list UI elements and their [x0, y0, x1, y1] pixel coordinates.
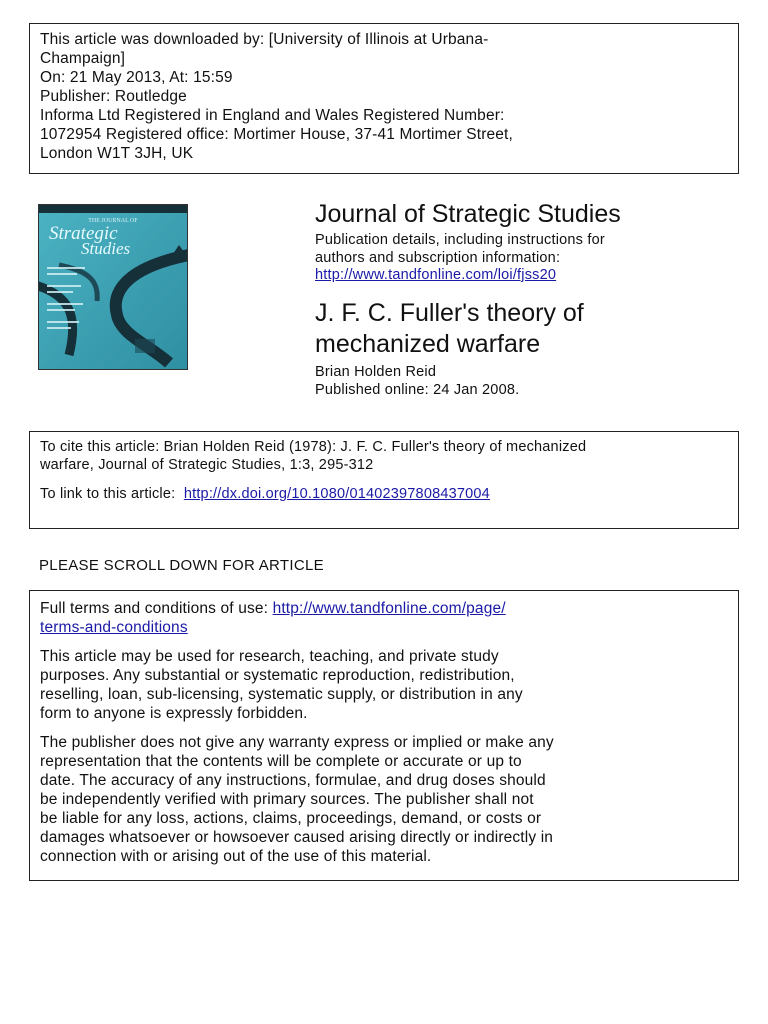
terms-box: [29, 590, 739, 881]
download-notice-line: Champaign]: [40, 50, 126, 67]
published-date: Published online: 24 Jan 2008.: [315, 382, 520, 398]
usage-line: form to anyone is expressly forbidden.: [40, 705, 308, 722]
usage-line: reselling, loan, sub-licensing, systematic supply, or distribution in any: [40, 686, 523, 703]
publication-details: [315, 232, 605, 285]
download-notice-line: Publisher: Routledge: [40, 88, 187, 105]
terms-intro-row: [40, 599, 728, 618]
download-notice-box: [29, 23, 739, 174]
cover-line2: Strategic: [49, 223, 118, 244]
citation-line: warfare, Journal of Strategic Studies, 1:3, 295-312: [40, 457, 374, 473]
download-notice-line: 1072954 Registered office: Mortimer House, 37-41 Mortimer Street,: [40, 126, 513, 143]
journal-url-link[interactable]: http://www.tandfonline.com/loi/fjss20: [315, 267, 557, 283]
disclaimer-paragraph: [40, 733, 728, 866]
usage-line: This article may be used for research, teaching, and private study: [40, 648, 499, 665]
download-notice-line: Informa Ltd Registered in England and Wales Registered Number:: [40, 107, 505, 124]
disclaimer-line: date. The accuracy of any instructions, formulae, and drug doses should: [40, 772, 546, 789]
usage-line: purposes. Any substantial or systematic reproduction, redistribution,: [40, 667, 515, 684]
download-notice-line: On: 21 May 2013, At: 15:59: [40, 69, 233, 86]
download-notice-line: London W1T 3JH, UK: [40, 145, 194, 162]
article-title-line: mechanized warfare: [315, 330, 541, 358]
journal-cover-image: [38, 204, 188, 370]
citation-box: [29, 431, 739, 529]
journal-title: Journal of Strategic Studies: [315, 200, 621, 228]
disclaimer-line: be liable for any loss, actions, claims, proceedings, demand, or costs or: [40, 810, 542, 827]
cover-line3: Studies: [81, 239, 131, 258]
article-title: [315, 298, 584, 360]
journal-cover-art: [39, 205, 187, 369]
publication-details-line: Publication details, including instructions for: [315, 232, 605, 248]
scroll-notice: PLEASE SCROLL DOWN FOR ARTICLE: [39, 557, 324, 574]
disclaimer-line: The publisher does not give any warranty express or implied or make any: [40, 734, 554, 751]
cover-line1: THE JOURNAL OF: [88, 218, 138, 224]
article-link-label: To link to this article:: [40, 486, 176, 502]
download-notice-line: This article was downloaded by: [University of Illinois at Urbana-: [40, 31, 489, 48]
article-link-row: [40, 485, 728, 503]
disclaimer-line: damages whatsoever or howsoever caused arising directly or indirectly in: [40, 829, 554, 846]
usage-paragraph: [40, 647, 728, 723]
doi-link[interactable]: http://dx.doi.org/10.1080/01402397808437004: [183, 486, 490, 502]
terms-url-link-part1[interactable]: http://www.tandfonline.com/page/: [272, 600, 506, 617]
publication-details-line: authors and subscription information:: [315, 249, 561, 266]
article-title-line: J. F. C. Fuller's theory of: [315, 299, 584, 327]
disclaimer-line: representation that the contents will be complete or accurate or up to: [40, 753, 522, 770]
disclaimer-line: connection with or arising out of the use of this material.: [40, 848, 432, 865]
author-info: [315, 363, 519, 399]
terms-intro: Full terms and conditions of use:: [40, 600, 269, 617]
citation-line: To cite this article: Brian Holden Reid (1978): J. F. C. Fuller's theory of mechanized: [40, 439, 587, 455]
disclaimer-line: be independently verified with primary sources. The publisher shall not: [40, 791, 534, 808]
terms-url-link-part2[interactable]: terms-and-conditions: [40, 619, 188, 636]
author-name: Brian Holden Reid: [315, 364, 437, 380]
